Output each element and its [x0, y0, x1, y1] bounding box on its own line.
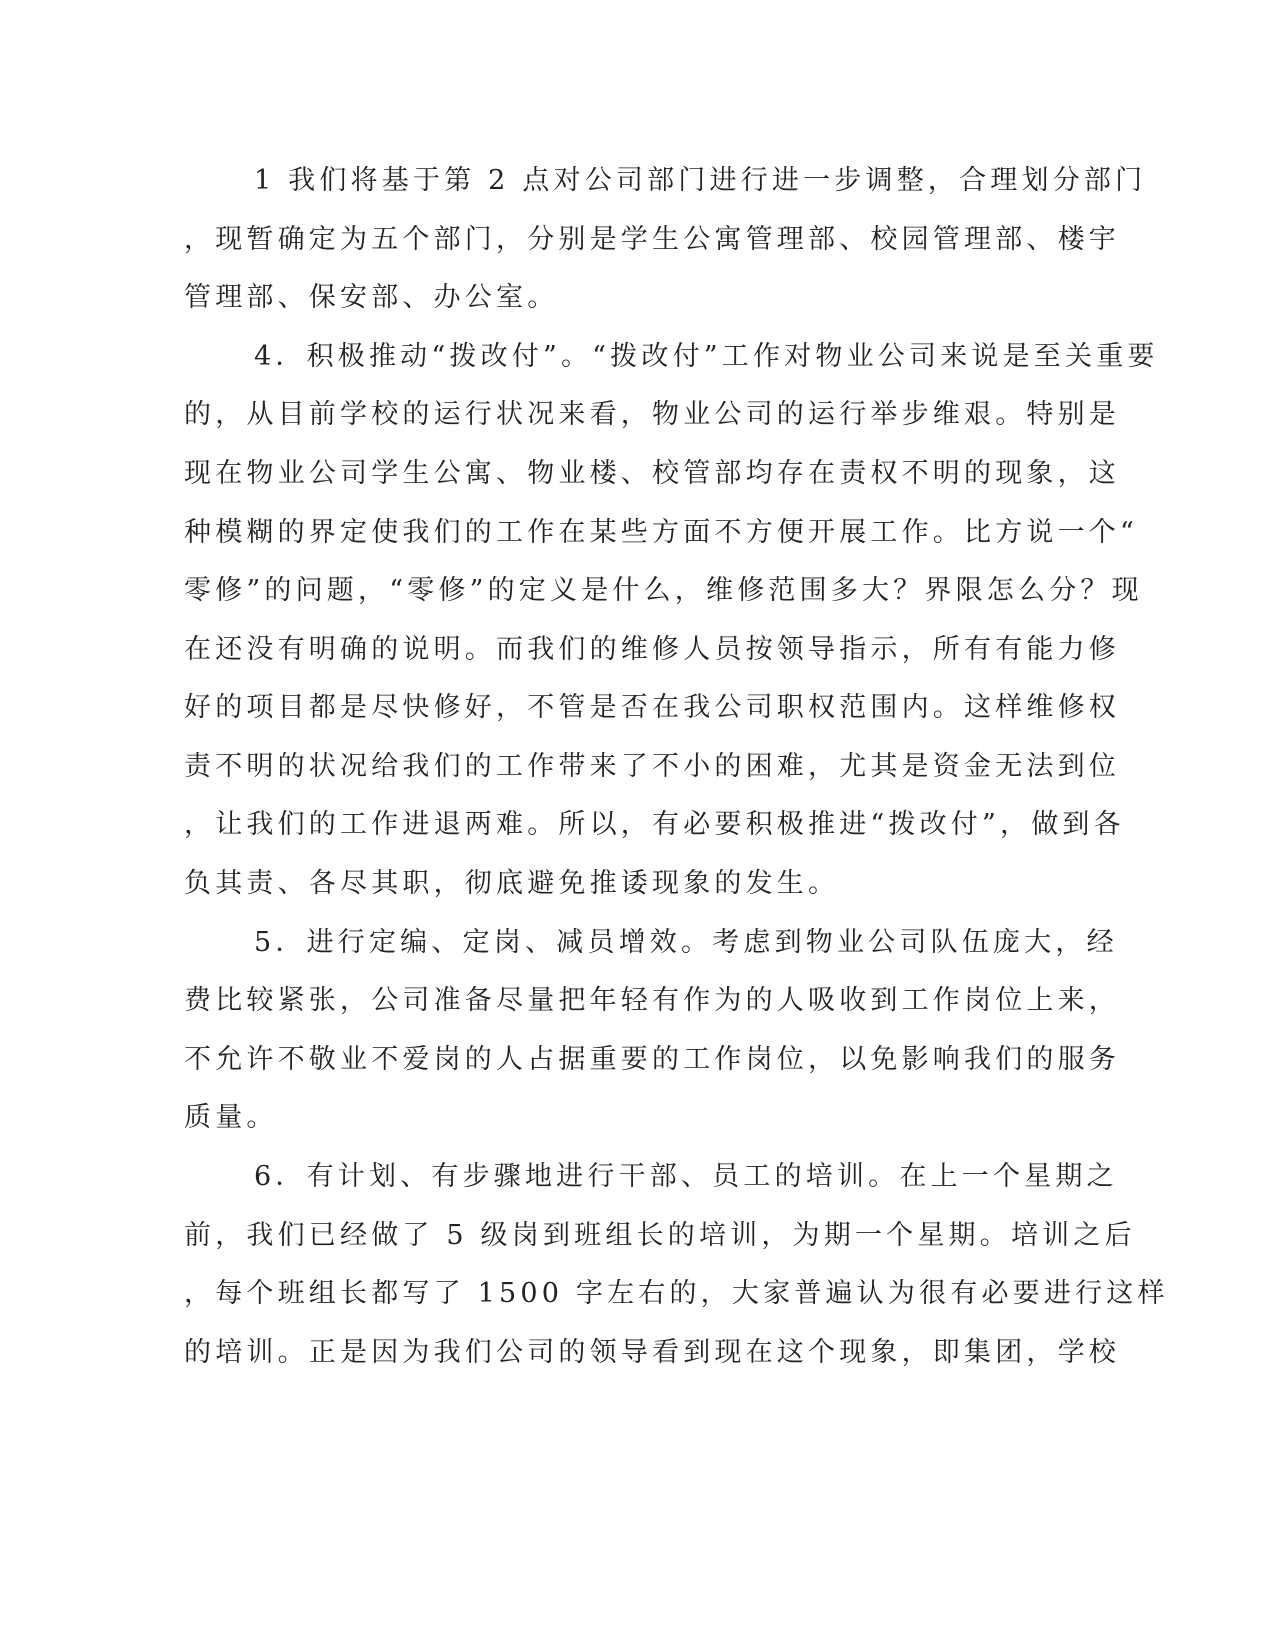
text-line: 在还没有明确的说明。而我们的维修人员按领导指示，所有有能力修 [184, 634, 1120, 665]
text-line: 6．有计划、有步骤地进行干部、员工的培训。在上一个星期之 [254, 1161, 1118, 1192]
text-line: 的，从目前学校的运行状况来看，物业公司的运行举步维艰。特别是 [184, 399, 1120, 430]
text-line: 现在物业公司学生公寓、物业楼、校管部均存在责权不明的现象，这 [184, 458, 1120, 489]
text-line: ，每个班组长都写了 1500 字左右的，大家普遍认为很有必要进行这样 [184, 1278, 1169, 1309]
text-line: 零修”的问题，“零修”的定义是什么，维修范围多大？界限怎么分？现 [184, 575, 1143, 606]
text-line: 5．进行定编、定岗、减员增效。考虑到物业公司队伍庞大，经 [254, 927, 1118, 958]
text-line: 种模糊的界定使我们的工作在某些方面不方便开展工作。比方说一个“ [184, 517, 1139, 548]
text-line: 的培训。正是因为我们公司的领导看到现在这个现象，即集团，学校 [184, 1337, 1120, 1368]
text-line: 费比较紧张，公司准备尽量把年轻有作为的人吸收到工作岗位上来， [184, 985, 1120, 1016]
text-line: 负其责、各尽其职，彻底避免推诿现象的发生。 [184, 868, 840, 899]
text-line: ，让我们的工作进退两难。所以，有必要积极推进“拨改付”，做到各 [184, 809, 1125, 840]
text-line: 管理部、保安部、办公室。 [184, 282, 559, 313]
text-line: 责不明的状况给我们的工作带来了不小的困难，尤其是资金无法到位 [184, 751, 1120, 782]
text-line: 1 我们将基于第 2 点对公司部门进行进一步调整，合理划分部门 [254, 165, 1147, 196]
text-line: 4．积极推动“拨改付”。“拨改付”工作对物业公司来说是至关重要 [254, 341, 1159, 372]
text-line: 前，我们已经做了 5 级岗到班组长的培训，为期一个星期。培训之后 [184, 1220, 1136, 1251]
text-line: ，现暂确定为五个部门，分别是学生公寓管理部、校园管理部、楼宇 [184, 224, 1120, 255]
text-line: 好的项目都是尽快修好，不管是否在我公司职权范围内。这样维修权 [184, 692, 1120, 723]
text-line: 质量。 [184, 1102, 278, 1133]
text-line: 不允许不敬业不爱岗的人占据重要的工作岗位，以免影响我们的服务 [184, 1044, 1120, 1075]
